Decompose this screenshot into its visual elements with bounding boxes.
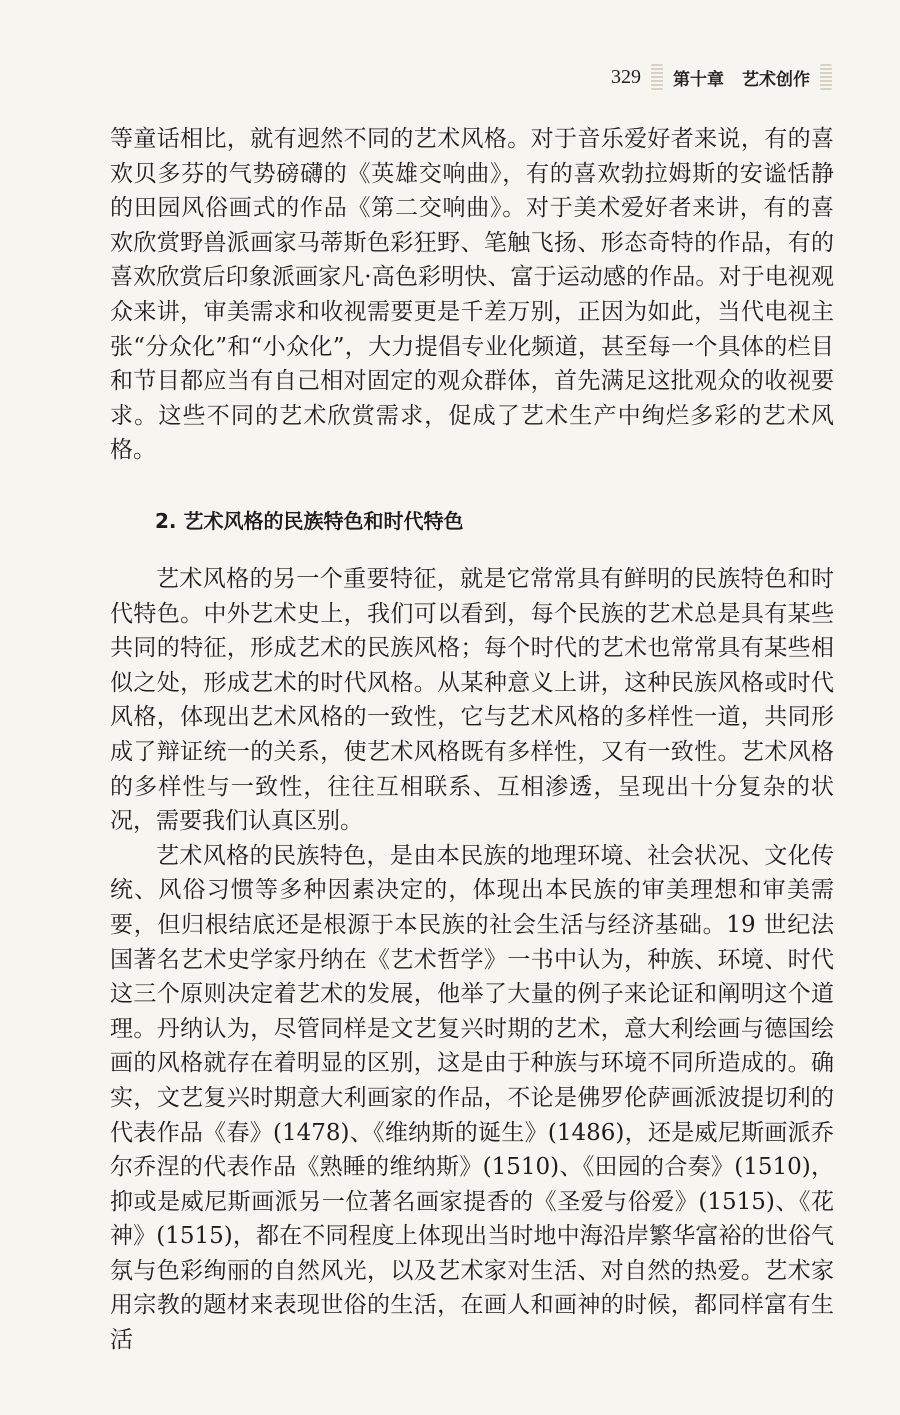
paragraph: 艺术风格的民族特色，是由本民族的地理环境、社会状况、文化传统、风俗习惯等多种因素决定的，体现出本民族的审美理想和审美需要，但归根结底还是根源于本民族的社会生活与经济基础。19 世纪法国著名艺术史学家丹纳在《艺术哲学》一书中认为，种族、环境、时代这三个原则决定着艺术的发展，他举了大量的例子来论证和阐明这个道理。丹纳认为，尽管同样是文艺复兴时期的艺术，意大利绘画与德国绘画的风格就存在着明显的区别，这是由于种族与环境不同所造成的。确实，文艺复兴时期意大利画家的作品，不论是佛罗伦萨画派波提切利的代表作品《春》(1478)、《维纳斯的诞生》(1486)，还是威尼斯画派乔尔乔涅的代表作品《熟睡的维纳斯》(1510)、《田园的合奏》(1510)，抑或是威尼斯画派另一位著名画家提香的《圣爱与俗爱》(1515)、《花神》(1515)，都在不同程度上体现出当时地中海沿岸繁华富裕的世俗气氛与色彩绚丽的自然风光，以及艺术家对生活、对自然的热爱。艺术家用宗教的题材来表现世俗的生活，在画人和画神的时候，都同样富有生活 [110,842,834,1354]
running-head [611,62,832,92]
chapter-title: 艺术创作 [742,69,810,90]
paragraph: 等童话相比，就有迥然不同的艺术风格。对于音乐爱好者来说，有的喜欢贝多芬的气势磅礴的《英雄交响曲》，有的喜欢勃拉姆斯的安谧恬静的田园风俗画式的作品《第二交响曲》。对于美术爱好者来讲，有的喜欢欣赏野兽派画家马蒂斯色彩狂野、笔触飞扬、形态奇特的作品，有的喜欢欣赏后印象派画家凡·高色彩明快、富于运动感的作品。对于电视观众来讲，审美需求和收视需要更是千差万别，正因为如此，当代电视主张“分众化”和“小众化”，大力提倡专业化频道，甚至每一个具体的栏目和节目都应当有自己相对固定的观众群体，首先满足这批观众的收视要求。这些不同的艺术欣赏需求，促成了艺术生产中绚烂多彩的艺术风格。 [110,126,834,464]
chapter-label: 第十章 [673,69,724,90]
page-number: 329 [611,65,641,88]
header-ornament-right [820,64,832,90]
body-text-bottom [110,562,834,1358]
paragraph: 艺术风格的另一个重要特征，就是它常常具有鲜明的民族特色和时代特色。中外艺术史上，我们可以看到，每个民族的艺术总是具有某些共同的特征，形成艺术的民族风格；每个时代的艺术也常常具有某些相似之处，形成艺术的时代风格。从某种意义上讲，这种民族风格或时代风格，体现出艺术风格的一致性，它与艺术风格的多样性一道，共同形成了辩证统一的关系，使艺术风格既有多样性，又有一致性。艺术风格的多样性与一致性，往往互相联系、互相渗透，呈现出十分复杂的状况，需要我们认真区别。 [110,566,834,835]
section-heading: 2. 艺术风格的民族特色和时代特色 [155,509,464,533]
header-ornament [651,64,663,90]
body-text-top [110,122,834,468]
